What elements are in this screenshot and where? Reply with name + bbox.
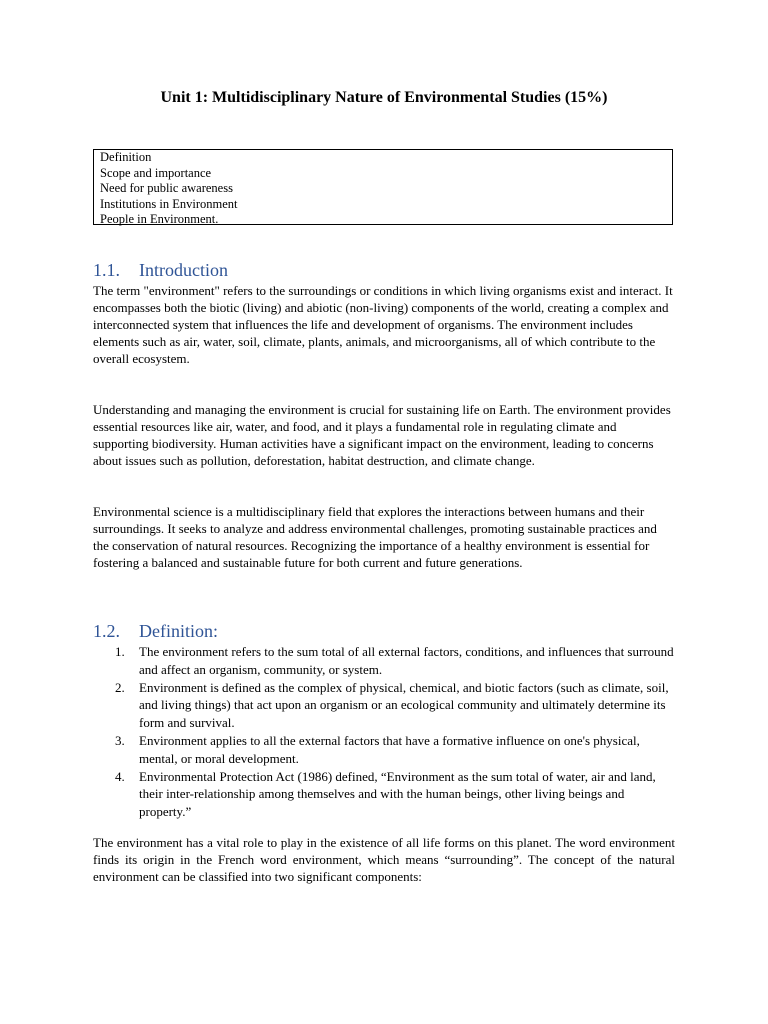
list-number: 3.: [115, 732, 125, 748]
closing-paragraph: The environment has a vital role to play in the existence of all life forms on this planet. The word environment finds its origin in the French word environment, which means “surrounding”. The concept of the natural environment can be classified into two significant components:: [93, 835, 675, 884]
page-title: Unit 1: Multidisciplinary Nature of Environmental Studies (15%): [160, 89, 608, 106]
intro-paragraph: Environmental science is a multidisciplinary field that explores the interactions between humans and their surroundings. It seeks to analyze and address environmental challenges, promoting sustainable practices and the conservation of natural resources. Recognizing the importance of a healthy environment is essential for fostering a balanced and sustainable future for both current and future generations.: [93, 504, 657, 570]
list-item: [93, 768, 675, 821]
topics-box: [93, 149, 673, 225]
section-heading-definition: [93, 620, 218, 642]
topic-item: Need for public awareness: [100, 181, 233, 196]
section-number: 1.1.: [93, 260, 120, 280]
topic-item: Institutions in Environment: [100, 196, 238, 211]
section-title: Definition:: [139, 621, 218, 641]
list-item: [93, 643, 675, 679]
section-title: Introduction: [139, 260, 228, 280]
topic-item: Definition: [100, 150, 152, 164]
section-number: 1.2.: [93, 621, 120, 641]
list-number: 1.: [115, 644, 125, 659]
list-number: 2.: [115, 679, 125, 695]
intro-paragraph: The term "environment" refers to the surroundings or conditions in which living organisms exist and interact. It encompasses both the biotic (living) and abiotic (non-living) components of the world, creating a complex and interconnected system that influences the life and development of organisms. The environment includes elements such as air, water, soil, climate, plants, animals, and microorganisms, all of which contribute to the overall ecosystem.: [93, 283, 673, 366]
list-item: [93, 679, 675, 732]
list-text: Environment is defined as the complex of physical, chemical, and biotic factors (such as climate, soil, and living things) that act upon an organism or an ecological community and ultimately determine its form and survival.: [139, 679, 669, 731]
section-heading-introduction: [93, 259, 228, 281]
intro-paragraph: Understanding and managing the environment is crucial for sustaining life on Earth. The environment provides essential resources like air, water, and food, and it plays a fundamental role in regulating climate and supporting biodiversity. Human activities have a significant impact on the environment, leading to concerns about issues such as pollution, deforestation, habitat destruction, and climate change.: [93, 402, 671, 468]
list-text: Environment applies to all the external factors that have a formative influence on one's physical, mental, or moral development.: [139, 732, 640, 766]
list-number: 4.: [115, 768, 125, 784]
definition-list: [93, 643, 675, 821]
topic-item: Scope and importance: [100, 165, 212, 180]
list-text: Environmental Protection Act (1986) defined, “Environment as the sum total of water, air and land, their inter-relationship among themselves and with the human beings, other living beings and property.”: [139, 768, 656, 820]
topic-item: People in Environment.: [100, 212, 219, 227]
list-item: [93, 732, 675, 768]
list-text: The environment refers to the sum total of all external factors, conditions, and influences that surround and affect an organism, community, or system.: [139, 644, 674, 677]
